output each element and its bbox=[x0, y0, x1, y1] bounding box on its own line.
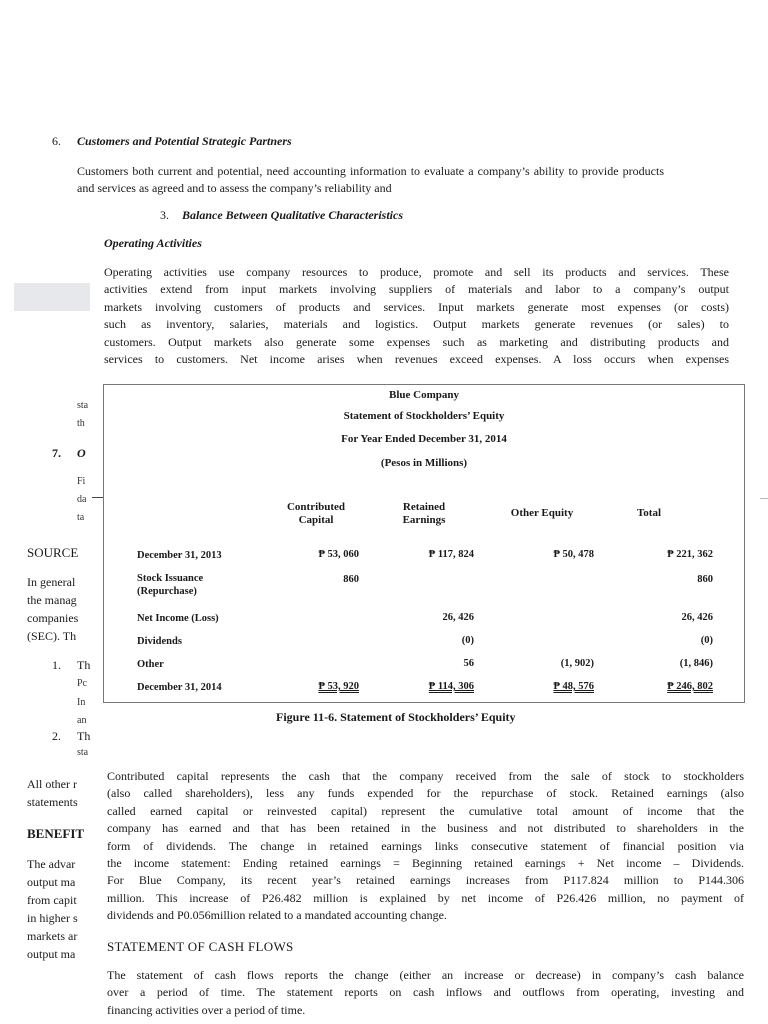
row-label-stock-issuance bbox=[137, 572, 232, 598]
cashflows-line-1: The statement of cash flows reports the change (either an increase or decrease) in company’s cash balance bbox=[107, 968, 744, 982]
cashflows-line-3: financing activities over a period of time. bbox=[107, 1002, 306, 1017]
fragment-ta: ta bbox=[77, 512, 85, 523]
fragment-sta-2: sta bbox=[77, 747, 89, 758]
fragment-pc: Pc bbox=[77, 678, 87, 689]
col-header-other-equity: Other Equity bbox=[510, 507, 574, 519]
figure-unit: (Pesos in Millions) bbox=[380, 457, 468, 469]
figure-statement-title: Statement of Stockholders’ Equity bbox=[343, 410, 505, 422]
fragment-the-advar: The advar bbox=[27, 857, 76, 871]
cell-dec-2014-re: ₱ 114, 306 bbox=[428, 681, 474, 692]
fragment-o: O bbox=[77, 446, 86, 460]
operating-activities-paragraph bbox=[104, 264, 729, 368]
row-label-stock-issuance-text: Stock Issuance (Repurchase) bbox=[137, 573, 204, 597]
contributed-line-7: For Blue Company, its recent year’s retained earnings increases from P117.824 million to P144.306 bbox=[107, 873, 744, 888]
figure-company-name: Blue Company bbox=[389, 389, 459, 401]
section-6-paragraph: Customers both current and potential, need accounting information to evaluate a company’s ability to provide products and services as agreed and to assess the company’s reliability and bbox=[77, 164, 664, 196]
fragment-companies: companies bbox=[27, 611, 79, 625]
col-header-contributed-capital: Contributed Capital bbox=[286, 501, 346, 526]
right-edge-dash bbox=[760, 498, 768, 499]
fragment-in-general: In general bbox=[27, 575, 76, 589]
fragment-sta: sta bbox=[77, 400, 89, 411]
stockholders-equity-figure bbox=[103, 384, 745, 703]
operating-line-4: such as inventory, salaries, materials and logistics. Output markets generate revenues (or sales) to bbox=[104, 317, 729, 332]
cell-dec-2014-cc: ₱ 53, 920 bbox=[318, 681, 359, 692]
figure-caption: Figure 11-6. Statement of Stockholders’ Equity bbox=[276, 710, 516, 724]
operating-line-1: Operating activities use company resources to produce, promote and sell its products and services. These bbox=[104, 265, 729, 279]
subsection-3-number: 3. bbox=[160, 208, 169, 222]
cell-dec-2013-re: ₱ 117, 824 bbox=[428, 549, 474, 560]
fragment-output-ma-2: output ma bbox=[27, 947, 76, 961]
fragment-benefit: BENEFIT bbox=[27, 826, 85, 841]
contributed-capital-paragraph bbox=[107, 768, 744, 925]
contributed-line-6: the income statement: Ending retained earnings = Beginning retained earnings + Net income – Dividends. bbox=[107, 856, 744, 871]
contributed-line-4: company has earned and that has been retained in the business and not distributed to shareholders in the bbox=[107, 821, 744, 836]
fragment-in: In bbox=[77, 697, 86, 708]
fragment-dash bbox=[92, 497, 103, 498]
row-label-net-income: Net Income (Loss) bbox=[137, 613, 219, 624]
operating-activities-heading: Operating Activities bbox=[104, 236, 202, 250]
fragment-output-ma: output ma bbox=[27, 875, 76, 889]
cell-other-oe: (1, 902) bbox=[560, 658, 594, 669]
cell-stock-issuance-cc: 860 bbox=[343, 574, 359, 585]
cell-dividends-re: (0) bbox=[461, 635, 474, 646]
fragment-source: SOURCE bbox=[27, 545, 79, 560]
fragment-statements: statements bbox=[27, 795, 78, 809]
col-header-total: Total bbox=[636, 507, 662, 519]
row-label-dec-2013: December 31, 2013 bbox=[137, 550, 222, 561]
fragment-from-capit: from capit bbox=[27, 893, 77, 907]
contributed-line-8: million. This increase of P26.482 million is explained by net income of P26.426 million, no payment of bbox=[107, 890, 744, 905]
fragment-the-manag: the manag bbox=[27, 593, 77, 607]
cell-dec-2013-cc: ₱ 53, 060 bbox=[318, 549, 359, 560]
fragment-one: 1. bbox=[52, 658, 61, 672]
cell-stock-issuance-total: 860 bbox=[697, 574, 713, 585]
fragment-da: da bbox=[77, 494, 87, 505]
fragment-th-2: Th bbox=[77, 729, 91, 743]
row-label-other: Other bbox=[137, 659, 164, 670]
cash-flows-paragraph bbox=[107, 967, 744, 1019]
cell-dec-2014-oe: ₱ 48, 576 bbox=[553, 681, 594, 692]
contributed-line-1: Contributed capital represents the cash that the company received from the sale of stock to stockholders bbox=[107, 769, 744, 783]
row-label-dividends: Dividends bbox=[137, 636, 182, 647]
fragment-th-1: Th bbox=[77, 658, 91, 672]
fragment-all-other: All other r bbox=[27, 777, 77, 791]
cell-dividends-total: (0) bbox=[700, 635, 713, 646]
cell-dec-2014-total: ₱ 246, 802 bbox=[667, 681, 713, 692]
fragment-in-higher: in higher s bbox=[27, 911, 78, 925]
fragment-seven: 7. bbox=[52, 446, 61, 460]
fragment-an: an bbox=[77, 715, 87, 726]
contributed-line-9: dividends and P0.056million related to a mandated accounting change. bbox=[107, 908, 447, 923]
figure-period: For Year Ended December 31, 2014 bbox=[341, 433, 507, 445]
fragment-th: th bbox=[77, 418, 85, 429]
cell-net-income-re: 26, 426 bbox=[442, 612, 474, 623]
operating-line-5: customers. Output markets also generate some expenses such as marketing and distributing products and bbox=[104, 334, 729, 349]
section-6-title: Customers and Potential Strategic Partners bbox=[77, 134, 292, 148]
fragment-sec: (SEC). Th bbox=[27, 629, 77, 643]
operating-line-3: markets involving customers of products and services. Input markets generate most expenses (or costs) bbox=[104, 299, 729, 314]
cell-other-re: 56 bbox=[463, 658, 474, 669]
fragment-two: 2. bbox=[52, 729, 61, 743]
operating-line-6: services to customers. Net income arises when revenues exceed expenses. A loss occurs when expenses bbox=[104, 352, 729, 367]
fragment-fi: Fi bbox=[77, 476, 86, 487]
overlay-strip bbox=[14, 283, 90, 311]
cell-net-income-total: 26, 426 bbox=[681, 612, 713, 623]
cell-other-total: (1, 846) bbox=[679, 658, 713, 669]
fragment-markets-ar: markets ar bbox=[27, 929, 78, 943]
contributed-line-3: called earned capital or reinvested capital) represent the cumulative total amount of income that the bbox=[107, 803, 744, 818]
row-label-dec-2014: December 31, 2014 bbox=[137, 682, 222, 693]
cell-dec-2013-total: ₱ 221, 362 bbox=[667, 549, 713, 560]
operating-line-2: activities extend from input markets involving suppliers of materials and labor to a company’s output bbox=[104, 282, 729, 297]
cashflows-line-2: over a period of time. The statement reports on cash inflows and outflows from operating, investing and bbox=[107, 985, 744, 1000]
section-6-number: 6. bbox=[52, 134, 61, 148]
cash-flows-heading: STATEMENT OF CASH FLOWS bbox=[107, 939, 294, 954]
contributed-line-5: form of dividends. The change in retained earnings links consecutive statement of financial position via bbox=[107, 838, 744, 853]
col-header-retained-earnings: Retained Earnings bbox=[402, 501, 446, 526]
cell-dec-2013-oe: ₱ 50, 478 bbox=[553, 549, 594, 560]
subsection-3-title: Balance Between Qualitative Characteristics bbox=[182, 208, 403, 222]
contributed-line-2: (also called shareholders), less any funds expended for the repurchase of stock. Retained earnings (also bbox=[107, 786, 744, 801]
